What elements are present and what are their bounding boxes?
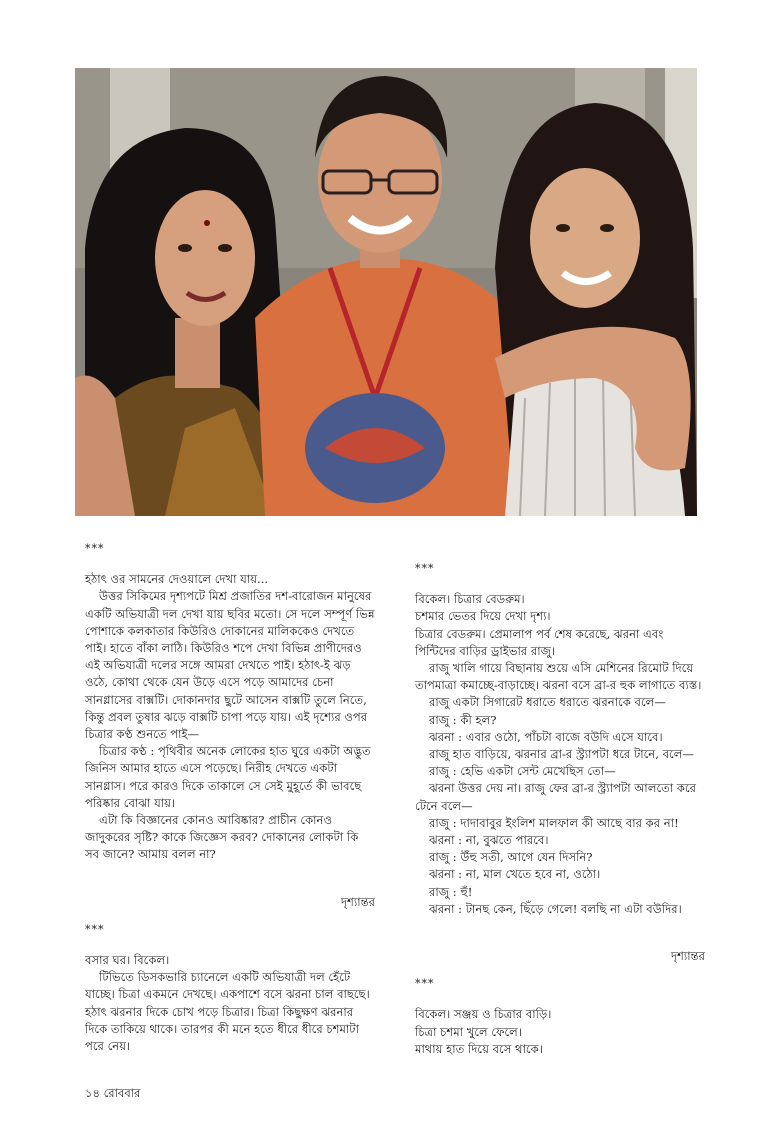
dialogue-line: রাজু : হুঁ!	[429, 884, 473, 899]
dialogue-line: রাজু : উঁহু সতী, আগে যেন দিসনি?	[429, 850, 593, 865]
scene-separator: ***	[415, 562, 435, 575]
paragraph: এটা কি বিজ্ঞানের কোনও আবিষ্কার? প্রাচীন কোনও জাদুকরের সৃষ্টি? কাকে জিজ্ঞেস করব? দোকানের লোকটা কি সব জানে? আমায় বলল না?	[85, 813, 359, 862]
paragraph: রাজু হাত বাড়িয়ে, ঝরনার ব্রা-র স্ট্র্যাপটা ধরে টানে, বলে—	[429, 747, 694, 762]
paragraph: চশমার ভেতর দিয়ে দেখা দৃশ্য।	[415, 609, 551, 624]
scene-transition: দৃশ্যান্তর	[670, 949, 705, 964]
dialogue-line: রাজু : দাদাবাবুর ইংলিশ মালফাল কী আছে বার কর না!	[429, 815, 679, 830]
scene-separator: ***	[85, 922, 105, 936]
left-column	[85, 540, 375, 1055]
paragraph: চিত্রার বেডরুম। প্রেমালাপ পর্ব শেষ করেছে, ঝরনা এবং পিন্টিদের বাড়ির ড্রাইভার রাজু।	[415, 626, 664, 658]
dialogue-line: রাজু : কী হল?	[429, 712, 497, 727]
paragraph: টিভিতে ডিসকভারি চ্যানেলে একটি অভিযাত্রী দল হেঁটে যাচ্ছে। চিত্রা একমনে দেখছে। একপাশে বসে ঝরনা চাল বাছছে। হঠাৎ ঝরনার দিকে চোখ পড়ে চিত্রার। চিত্রা কিছুক্ষণ ঝরনার দিকে তাকিয়ে থাকে। তারপর কী মনে হতে ধীরে ধীরে চশমাটা পরে নেয়।	[85, 970, 370, 1054]
paragraph: মাথায় হাত দিয়ে বসে থাকে।	[415, 1041, 543, 1056]
scene-separator: ***	[85, 542, 105, 555]
scene-separator: ***	[415, 977, 435, 991]
paragraph: রাজু খালি গায়ে বিছানায় শুয়ে এসি মেশিনের রিমোট দিয়ে তাপমাত্রা কমাচ্ছে-বাড়াচ্ছে। ঝরনা বসে ব্রা-র হুক লাগাতে ব্যস্ত।	[415, 661, 702, 693]
paragraph: চিত্রার কণ্ঠ : পৃথিবীর অনেক লোকের হাত ঘুরে একটা অদ্ভুত জিনিস আমার হাতে এসে পড়েছে। নিরীহ দেখতে একটা সানগ্লাস। পরে কারও দিকে তাকালে সে সেই মুহূর্তে কী ভাবছে পরিষ্কার বোঝা যায়।	[85, 744, 371, 810]
paragraph: চিত্রা চশমা খুলে ফেলে।	[415, 1024, 522, 1039]
right-column	[415, 560, 705, 1058]
dialogue-line: ঝরনা : না, মাল খেতে হবে না, ওঠো।	[429, 867, 601, 882]
paragraph: হঠাৎ ওর সামনের দেওয়ালে দেখা যায়...	[85, 572, 269, 587]
paragraph: উত্তর সিকিমের দৃশ্যপটে মিশ্র প্রজাতির দশ-বারোজন মানুষের একটি অভিযাত্রী দল দেখা যায় ছবির মতো। সে দলে সম্পূর্ণ ভিন্ন পোশাকে কলকাতার কিউরিও দোকানের মালিককেও দেখতে পাই। হাতে বাঁকা লাঠি। কিউরিও শপে দেখা বিভিন্ন প্রাণীদেরও এই অভিযাত্রী দলের সঙ্গে আমরা দেখতে পাই। হঠাৎ-ই ঝড় ওঠে, কোথা থেকে যেন উড়ে এসে পড়ে আমাদের চেনা সানগ্লাসের বাক্সটি। দোকানদার ছুটে আসেন বাক্সটি তুলে নিতে, কিন্তু প্রবল তুষার ঝড়ে বাক্সটি চাপা পড়ে যায়। এই দৃশ্যের ওপর চিত্রার কণ্ঠ শুনতে পাই—	[85, 589, 375, 742]
scene-transition: দৃশ্যান্তর	[340, 894, 375, 909]
dialogue-line: রাজু : হেভি একটা সেন্ট মেখেছিস তো—	[429, 764, 616, 779]
page-number: ১৪	[85, 1086, 100, 1100]
dialogue-line: ঝরনা : এবার ওঠো, পাঁচটা বাজে বউদি এসে যাবে।	[429, 729, 663, 744]
dialogue-line: ঝরনা : টানছ কেন, ছিঁড়ে গেলে! বলছি না এটা বউদির।	[429, 901, 682, 916]
paragraph: বিকেল। সঞ্জয় ও চিত্রার বাড়ি।	[415, 1007, 552, 1022]
page-footer	[85, 1085, 140, 1104]
paragraph: ঝরনা উত্তর দেয় না। রাজু ফের ব্রা-র স্ট্র্যাপটা আলতো করে টেনে বলে—	[415, 781, 697, 813]
magazine-name: রোববার	[103, 1086, 141, 1100]
dialogue-line: ঝরনা : না, বুঝতে পারবে।	[429, 833, 549, 848]
paragraph: বিকেল। চিত্রার বেডরুম।	[415, 592, 525, 607]
paragraph: বসার ঘর। বিকেল।	[85, 953, 170, 968]
group-photo	[75, 68, 697, 516]
photo-illustration	[75, 68, 697, 516]
paragraph: রাজু একটা সিগারেট ধরাতে ধরাতে ঝরনাকে বলে—	[429, 695, 666, 710]
